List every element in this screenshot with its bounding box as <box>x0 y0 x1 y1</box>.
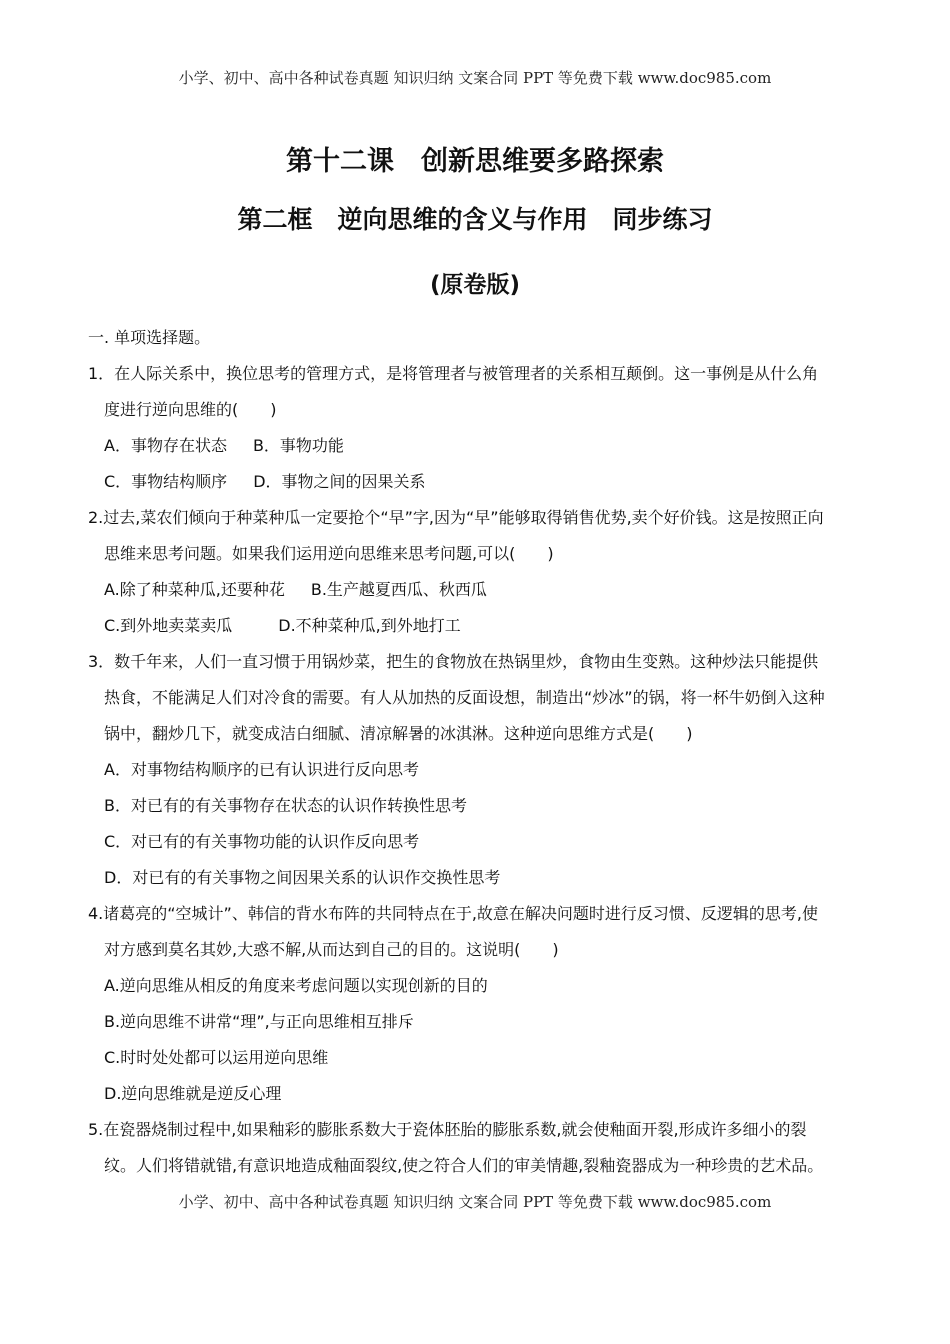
option-c: C.时时处处都可以运用逆向思维 <box>104 1048 329 1067</box>
question-line: 2.过去,菜农们倾向于种菜种瓜一定要抢个“早”字,因为“早”能够取得销售优势,卖个好价钱。这是按照正向 <box>88 508 824 527</box>
section-heading: 一. 单项选择题。 <box>88 328 211 347</box>
option-d: D.逆向思维就是逆反心理 <box>104 1084 282 1103</box>
exercise-body <box>88 320 878 1184</box>
option-a: A．事物存在状态 <box>104 436 227 455</box>
option-b: B.生产越夏西瓜、秋西瓜 <box>310 580 487 599</box>
question-line: 对方感到莫名其妙,大惑不解,从而达到自己的目的。这说明( ) <box>104 940 559 959</box>
option-c: C.到外地卖菜卖瓜 <box>104 616 233 635</box>
question-line: 思维来思考问题。如果我们运用逆向思维来思考问题,可以( ) <box>104 544 554 563</box>
question-line: 纹。人们将错就错,有意识地造成釉面裂纹,使之符合人们的审美情趣,裂釉瓷器成为一种珍贵的艺术品。 <box>104 1156 824 1175</box>
option-d: D．事物之间的因果关系 <box>253 472 426 491</box>
question-2 <box>88 500 878 644</box>
option-row <box>88 608 878 644</box>
option-d: D.不种菜种瓜,到外地打工 <box>278 616 461 635</box>
question-3 <box>88 644 878 896</box>
question-line: 4.诸葛亮的“空城计”、韩信的背水布阵的共同特点在于,故意在解决问题时进行反习惯、反逻辑的思考,使 <box>88 904 819 923</box>
question-1 <box>88 356 878 500</box>
question-line: 3．数千年来，人们一直习惯于用锅炒菜，把生的食物放在热锅里炒，食物由生变熟。这种炒法只能提供 <box>88 652 819 671</box>
option-b: B．对已有的有关事物存在状态的认识作转换性思考 <box>104 796 467 815</box>
option-a: A.逆向思维从相反的角度来考虑问题以实现创新的目的 <box>104 976 488 995</box>
question-line: 度进行逆向思维的( ) <box>104 400 277 419</box>
lesson-subtitle: 第二框 逆向思维的含义与作用 同步练习 <box>237 205 713 234</box>
option-row <box>88 464 878 500</box>
footer-banner: 小学、初中、高中各种试卷真题 知识归纳 文案合同 PPT 等免费下载 www.doc985.com <box>178 1193 772 1211</box>
option-c: C．对已有的有关事物功能的认识作反向思考 <box>104 832 420 851</box>
option-a: A．对事物结构顺序的已有认识进行反向思考 <box>104 760 419 779</box>
header-banner: 小学、初中、高中各种试卷真题 知识归纳 文案合同 PPT 等免费下载 www.doc985.com <box>178 69 772 87</box>
option-b: B.逆向思维不讲常“理”,与正向思维相互排斥 <box>104 1012 414 1031</box>
question-line: 锅中，翻炒几下，就变成洁白细腻、清凉解暑的冰淇淋。这种逆向思维方式是( ) <box>104 724 693 743</box>
question-line: 5.在瓷器烧制过程中,如果釉彩的膨胀系数大于瓷体胚胎的膨胀系数,就会使釉面开裂,形成许多细小的裂 <box>88 1120 807 1139</box>
option-c: C．事物结构顺序 <box>104 472 228 491</box>
option-row <box>88 428 878 464</box>
lesson-title: 第十二课 创新思维要多路探索 <box>286 146 664 177</box>
question-4 <box>88 896 878 1112</box>
question-line: 热食，不能满足人们对冷食的需要。有人从加热的反面设想，制造出“炒冰”的锅，将一杯牛奶倒入这种 <box>104 688 825 707</box>
option-d: D．对已有的有关事物之间因果关系的认识作交换性思考 <box>104 868 501 887</box>
edition-label: (原卷版) <box>429 272 521 298</box>
option-b: B．事物功能 <box>252 436 344 455</box>
question-line: 1．在人际关系中，换位思考的管理方式，是将管理者与被管理者的关系相互颠倒。这一事例是从什么角 <box>88 364 819 383</box>
question-5 <box>88 1112 878 1184</box>
option-row <box>88 572 878 608</box>
option-a: A.除了种菜种瓜,还要种花 <box>104 580 285 599</box>
